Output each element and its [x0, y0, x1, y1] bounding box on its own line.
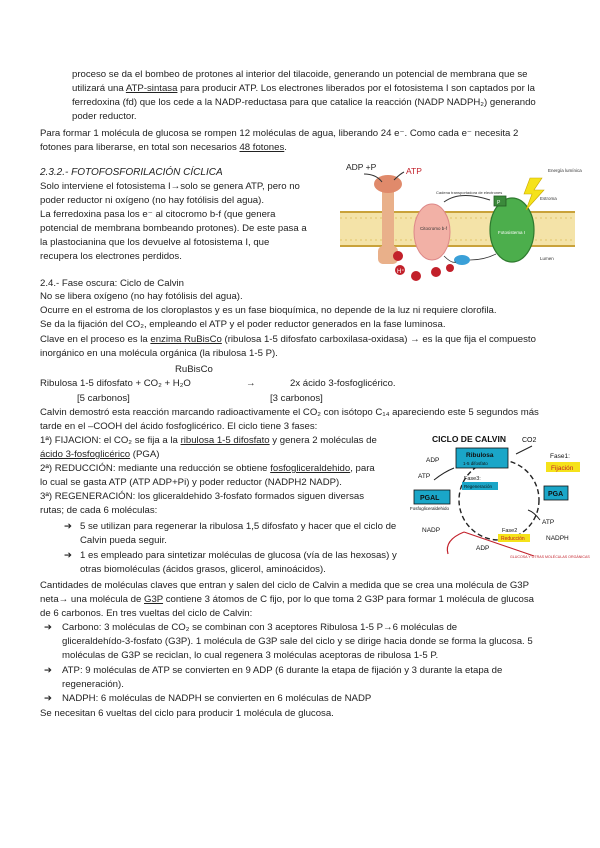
final-sentence: Se necesitan 6 vueltas del ciclo para producir 1 molécula de glucosa.: [40, 708, 334, 719]
bullet-3-line-1: NADPH: 6 moléculas de NADPH se convierten en 6 moléculas de NADP: [62, 693, 372, 704]
bullet-2-line-1: ATP: 9 moléculas de ATP se convierten en 9 ADP (6 durante la etapa de fijación y 3 durante la etapa de: [62, 665, 503, 676]
proton-4: [393, 251, 403, 261]
sec24-line-1: No se libera oxígeno (no hay fotólisis del agua).: [40, 291, 243, 302]
diagram1-energia-label: Energía lumínica: [548, 168, 582, 173]
diagram1-cit-label: Citocromo b-f: [420, 226, 448, 231]
diagram1-fs1-label: Fotosistema I: [498, 230, 526, 235]
intro-line-1: proceso se da el bombeo de protones al interior del tilacoide, generando un potencial de membrana que se: [72, 69, 528, 80]
ribulosa-underlined: ribulosa 1-5 difosfato: [180, 435, 270, 446]
intro-line-2: [72, 82, 582, 96]
sec24-line-3: Se da la fijación del CO₂, empleando el ATP y el poder reductor generados en la fase luminosa.: [40, 319, 446, 330]
bullet-1-line-2: gliceraldehído-3-fosfato (G3P). 1 molécula de G3P sale del ciclo y se dirige hacia donde se forma la glucosa. 5: [62, 636, 533, 647]
atp-left-label: ATP: [418, 473, 431, 480]
intro-line-2b: para producir ATP. Los electrones liberados por el fotosistema I son captados por la: [177, 83, 535, 94]
section-2-3-2-title: 2.3.2.- FOTOFOSFORILACIÓN CÍCLICA: [40, 167, 223, 178]
cytochrome-bf: [414, 204, 450, 260]
bullet-2-line-2: regeneración).: [62, 679, 124, 690]
proton-5: [446, 264, 454, 272]
ruta-2-arrow-icon: ➔: [64, 550, 73, 561]
sec232-line-1: Solo interviene el fotosistema I→solo se genera ATP, pero no: [40, 181, 300, 192]
bullet-1-line-1: Carbono: 3 moléculas de CO₂ se combinan con 3 aceptores Ribulosa 1-5 P→6 moléculas de: [62, 622, 458, 633]
cantidades-line-3: de 6 carbonos. En tres vueltas del ciclo de Calvin:: [40, 608, 253, 619]
carbon-count-5: [5 carbonos]: [77, 393, 130, 404]
sec232-line-3: La ferredoxina pasa los e⁻ al citocromo b-f (que genera: [40, 209, 276, 220]
ruta-2-line-1: 1 es empleado para sintetizar moléculas de glucosa (vía de las hexosas) y: [80, 550, 397, 561]
bullet-2-arrow-icon: ➔: [44, 665, 53, 676]
atp-sintasa-link: ATP-sintasa: [125, 83, 178, 94]
thylakoid-membrane: [340, 212, 575, 246]
pga-underlined: ácido 3-fosfoglicérico: [40, 449, 131, 460]
glucosa-line-2b: .: [284, 142, 287, 153]
rubisco-enzyme-label: RuBisCo: [175, 364, 213, 375]
intro-line-4: poder reductor.: [72, 111, 137, 122]
pga-label: PGA: [548, 491, 564, 498]
fase1-line-2b: (PGA): [130, 449, 160, 460]
sec232-line-5: la plastocianina que los devuelve al fotosistema I, que: [40, 237, 270, 248]
glucosa-line-2a: fotones para liberarse, en total son necesarios: [40, 142, 240, 153]
fase2-line-2: lo cual se gasta ATP (ATP ADP+Pi) y poder reductor (NADPH2 NADP).: [40, 477, 342, 488]
diagram1-cadena-label: Cadena transportadora de electrones: [436, 190, 503, 195]
fosfogliceraldehido-underlined: fosfogliceraldehido: [270, 463, 351, 474]
calvin-co2: CO2: [522, 437, 537, 444]
diagram1-lumen-label: Lumen: [540, 256, 554, 261]
diagram1-atp-label: ATP: [406, 166, 422, 176]
fase1-line-1: [40, 434, 377, 448]
glucosa-line-1: Para formar 1 molécula de glucosa se rompen 12 moléculas de agua, liberando 24 e⁻. Como cada e⁻ necesita 2: [40, 128, 519, 139]
fase2-line-1a: 2ª) REDUCCIÓN: mediante una reducción se obtiene: [40, 463, 271, 474]
g3p-underlined: G3P: [144, 594, 164, 605]
regeneracion-diagram-label: Regeneración: [464, 484, 493, 489]
bullet-1-arrow-icon: ➔: [44, 622, 53, 633]
reduccion-diagram-label: Reducción: [501, 536, 525, 542]
cantidades-line-2b: contiene 3 átomos de C fijo, por lo que toma 2 G3P para formar 1 molécula de glucosa: [163, 594, 535, 605]
fase3-diagram-label: Fase3:: [464, 476, 481, 482]
sec24-line-4b: (ribulosa 1-5 difosfato carboxilasa-oxidasa) → es la que fija el compuesto: [221, 334, 536, 345]
reaction-left: Ribulosa 1-5 difosfato + CO₂ + H₂O: [40, 378, 191, 389]
adp-left-label: ADP: [426, 457, 440, 464]
fase2-diagram-label: Fase2: [502, 528, 518, 534]
cyclic-photophosphorylation-diagram: [340, 160, 582, 286]
ribulosa-sub-label: 1-5 difosfato: [463, 461, 488, 466]
intro-line-2a: utilizará una: [72, 83, 126, 94]
glucosa-diagram-label: GLUCOSA Y OTRAS MOLÉCULAS ORGÁNICAS: [510, 555, 590, 559]
diagram1-adp-label: ADP +P: [346, 162, 377, 172]
sec24-line-5: inorgánico en una molécula orgánica (la ribulosa 1-5 P).: [40, 348, 278, 359]
nadp-label: NADP: [422, 527, 441, 534]
cantidades-line-2a: neta→ una molécula de: [40, 594, 144, 605]
fase1-line-1b: y genera 2 moléculas de: [269, 435, 377, 446]
bullet-3-arrow-icon: ➔: [44, 693, 53, 704]
bullet-1-line-3: moléculas de G3P se reciclan, lo cual regenera 3 moléculas aceptoras de ribulosa 1-5 P.: [62, 650, 439, 661]
sec232-line-4: potencial de membrana bombeando protones). De este pasa a: [40, 223, 307, 234]
ribulosa-label: Ribulosa: [466, 452, 494, 459]
reaction-right: 2x ácido 3-fosfoglicérico.: [290, 378, 396, 389]
svg-text:P: P: [497, 200, 501, 206]
sec24-line-7: tarde en el –COOH del ácido fosfoglicérico. El ciclo tiene 3 fases:: [40, 421, 318, 432]
svg-text:H⁺: H⁺: [397, 269, 405, 275]
fase2-line-1: [40, 462, 375, 476]
fase3-line-1: 3ª) REGENERACIÓN: los gliceraldehido 3-fosfato formados siguen diversas: [40, 491, 365, 502]
fase1-line-2: [40, 448, 159, 462]
cantidades-line-1: Cantidades de moléculas claves que entran y salen del ciclo de Calvin a medida que se crea una molécula de G3P: [40, 580, 530, 591]
sec232-line-6: recupera los electrones perdidos.: [40, 251, 182, 262]
fase1-diagram-label: Fase1:: [550, 453, 570, 460]
proton-2: [411, 271, 421, 281]
proton-3: [431, 267, 441, 277]
atp-right-label: ATP: [542, 519, 555, 526]
fijacion-diagram-label: Fijación: [551, 465, 574, 472]
nadph-label: NADPH: [546, 535, 569, 542]
cantidades-line-2: [40, 593, 590, 607]
sec24-line-4: [40, 333, 588, 347]
section-2-4-title: 2.4.- Fase oscura: Ciclo de Calvin: [40, 278, 184, 289]
ruta-1-line-2: Calvin pueda seguir.: [80, 535, 167, 546]
adp-bottom-label: ADP: [476, 545, 490, 552]
ruta-1-arrow-icon: ➔: [64, 521, 73, 532]
ruta-2-line-2: otras biomoléculas (ácidos grasos, glicerol, aminoácidos).: [80, 564, 326, 575]
calvin-cycle-diagram: [404, 428, 588, 560]
fase3-line-2: rutas; de cada 6 moléculas:: [40, 505, 158, 516]
ruta-1-line-1: 5 se utilizan para regenerar la ribulosa 1,5 difosfato y hacer que el ciclo de: [80, 521, 397, 532]
pgal-label: PGAL: [420, 495, 440, 502]
sec232-line-2: poder reductor ni oxígeno (no hay fotólisis del agua).: [40, 195, 264, 206]
sec24-line-2: Ocurre en el estroma de los cloroplastos y es un fase bioquímica, no depende de la luz ni requiere clorofila.: [40, 305, 497, 316]
sec24-line-6: Calvin demostró esta reacción marcando radioactivamente el CO₂ con isótopo C₁₄ apareciendo este 5 segundos más: [40, 407, 539, 418]
reaction-arrow: →: [246, 378, 256, 389]
pgal-sub-label: Fosfogliceraldehido: [410, 506, 450, 511]
intro-line-3: ferredoxina (fd) que los cede a la NADP-reductasa para que catalice la reacción (NADP NADPH₂) generando: [72, 97, 536, 108]
enzima-rubisco-underlined: enzima RuBisCo: [150, 334, 222, 345]
sec24-line-4a: Clave en el proceso es la: [40, 334, 151, 345]
calvin-title: CICLO DE CALVIN: [432, 434, 506, 444]
glucosa-line-2: [40, 141, 287, 155]
fase1-line-1a: 1ª) FIJACION: el CO₂ se fija a la: [40, 435, 181, 446]
fotones-underlined: 48 fotones: [239, 142, 285, 153]
carbon-count-3: [3 carbonos]: [270, 393, 323, 404]
diagram1-estroma-label: Estroma: [540, 196, 557, 201]
plastocyanin: [454, 255, 470, 265]
fase2-line-1b: , para: [350, 463, 375, 474]
